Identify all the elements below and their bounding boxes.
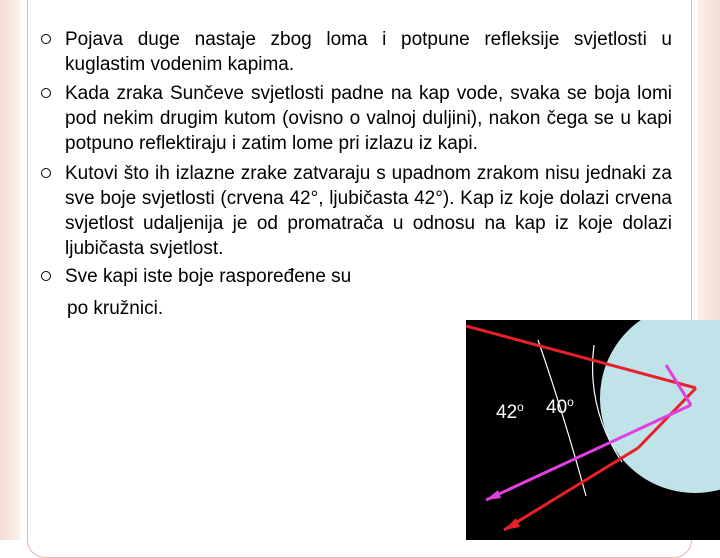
bullet-item — [40, 161, 672, 261]
bullet-circle-icon — [41, 34, 51, 44]
angle-violet-degree: o — [567, 395, 574, 409]
angle-red-degree: o — [517, 400, 524, 414]
bullet-item — [40, 27, 672, 77]
rainbow-angle-diagram — [466, 320, 720, 540]
bullet-text: Pojava duge nastaje zbog loma i potpune refleksije svjetlosti u kuglastim vodenim kapima. — [65, 29, 672, 75]
bullet-text-continuation: po kružnici. — [67, 298, 164, 319]
bullet-text: Kada zraka Sunčeve svjetlosti padne na kap vode, svaka se boja lomi pod nekim drugim kutom (ovisno o valnoj duljini), nakon čega se u kapi potpuno reflektiraju i zatim lome pri izlazu iz kapi. — [65, 83, 672, 154]
bullet-circle-icon — [41, 271, 51, 281]
bullet-text: Sve kapi iste boje raspoređene su — [65, 266, 352, 287]
angle-violet-value: 40 — [546, 397, 568, 418]
angle-red-value: 42 — [496, 402, 518, 423]
bullet-circle-icon — [41, 168, 51, 178]
bullet-text: Kutovi što ih izlazne zrake zatvaraju s upadnom zrakom nisu jednaki za sve boje svjetlosti (crvena 42°, ljubičasta 42°). Kap iz koje dolazi crvena svjetlost udaljenija je od promatrača u odnosu na kap iz koje dolazi ljubičasta svjetlost. — [65, 163, 672, 259]
bullet-item — [40, 264, 405, 321]
bullet-circle-icon — [41, 88, 51, 98]
left-decorative-band — [0, 0, 20, 540]
bullet-item — [40, 81, 672, 156]
bullet-list — [40, 27, 672, 321]
